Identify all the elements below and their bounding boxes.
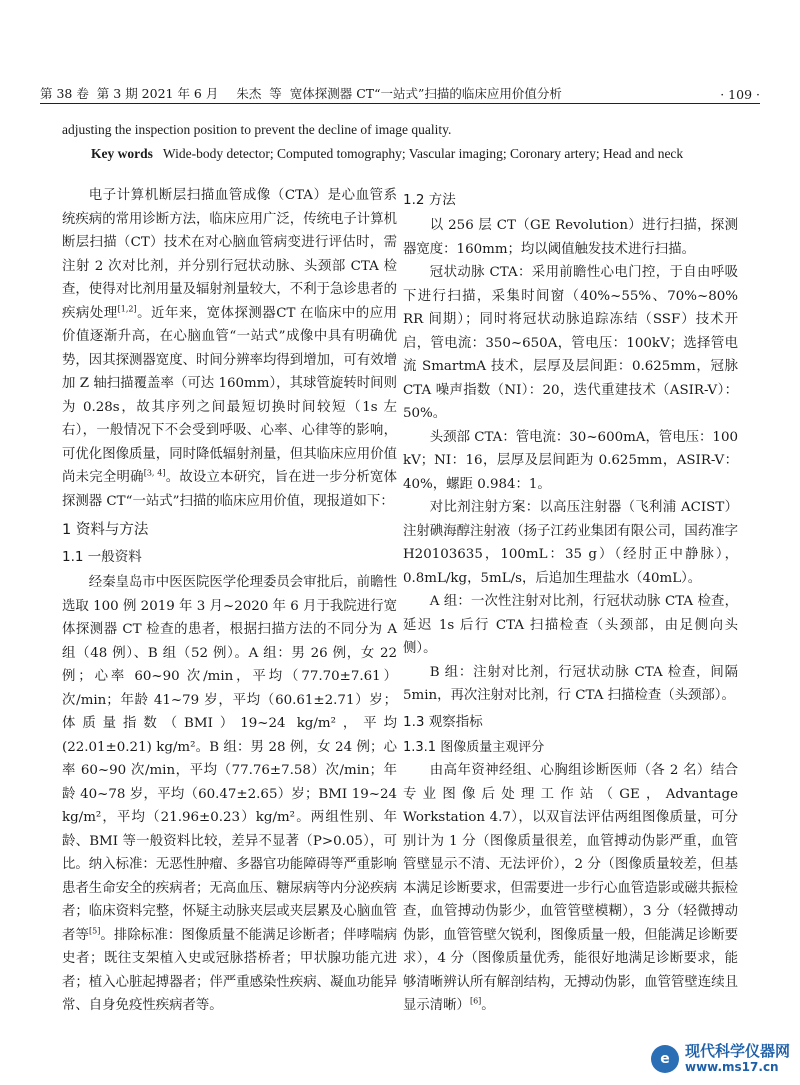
site-watermark [651, 1043, 790, 1075]
journal-issue: 第 38 卷 第 3 期 2021 年 6 月 [40, 86, 219, 101]
abstract-tail: adjusting the inspection position to prevent the decline of image quality. [62, 122, 452, 137]
keywords-text: Wide-body detector; Computed tomography; Vascular imaging; Coronary artery; Head and neck [162, 146, 684, 161]
subsection-heading: 1.1 一般资料 [62, 549, 142, 565]
watermark-logo-icon: e [651, 1045, 679, 1073]
keywords-label: Key words [91, 146, 153, 161]
watermark-name: 现代科学仪器网 [684, 1042, 790, 1060]
watermark-url: www.ms17.cn [684, 1060, 779, 1074]
subsubsection-heading: 1.3.1 图像质量主观评分 [403, 739, 545, 755]
coronary-paragraph: 冠状动脉 CTA：采用前瞻性心电门控，于自由呼吸下进行扫描，采集时间窗（40%~55%、70%~80% RR 间期）；同时将冠状动脉追踪冻结（SSF）技术开启，管电流：350~650A，管电压：100kV；选择管电流 SmartmA 技术，层厚及层间距：0.625mm，冠脉 CTA 噪声指数（NI）：20，迭代重建技术（ASIR-V）：50%。 [403, 265, 738, 421]
left-column [62, 184, 397, 1018]
running-header [40, 80, 760, 102]
page-number: · 109 · [720, 87, 760, 102]
section-heading: 1 资料与方法 [62, 522, 149, 538]
method-paragraph: 以 256 层 CT（GE Revolution）进行扫描，探测器宽度：160mm；均以阈值触发技术进行扫描。 [403, 218, 738, 257]
general-paragraph: 经秦皇岛市中医医院医学伦理委员会审批后，前瞻性选取 100 例 2019 年 3 月~2020 年 6 月于我院进行宽体探测器 CT 检查的患者，根据扫描方法的不同分为 A 组（48 例）、B 组（52 例）。A 组：男 26 例，女 22 例；心率 60~90 次/min，平均（77.70±7.61）次/min；年龄 41~79 岁，平均（60.61±2.71）岁；体质量指数（BMI）19~24 kg/m²，平均 (22.01±0.21) kg/m²。B 组：男 28 例，女 24 例；心率 60~90 次/min，平均（77.76±7.58）次/min；年龄 40~78 岁，平均（60.47±2.65）岁；BMI 19~24 kg/m²，平均（21.96±0.23）kg/m²。两组性别、年龄、BMI 等一般资料比较，差异不显著（P>0.05），可比。纳入标准：无恶性肿瘤、多器官功能障碍等严重影响患者生命安全的疾病者；无高血压、糖尿病等内分泌疾病者；临床资料完整，怀疑主动脉夹层或夹层累及心脑血管者等[5]。排除标准：图像质量不能满足诊断者；伴哮喘病史者；既往支架植入史或冠脉搭桥者；甲状腺功能亢进者；植入心脏起搏器者；伴严重感染性疾病、凝血功能异常、自身免疫性疾病者等。 [62, 575, 398, 1013]
subsection-heading: 1.2 方法 [403, 192, 456, 208]
running-title: 朱杰 等 宽体探测器 CT“一站式”扫描的临床应用价值分析 [236, 86, 562, 101]
group-b-paragraph: B 组：注射对比剂，行冠状动脉 CTA 检查，间隔 5min，再次注射对比剂，行 CTA 扫描检查（头颈部）。 [403, 664, 738, 703]
group-a-paragraph: A 组：一次性注射对比剂，行冠状动脉 CTA 检查，延迟 1s 后行 CTA 扫描检查（头颈部，由足侧向头侧）。 [403, 594, 738, 656]
intro-paragraph: 电子计算机断层扫描血管成像（CTA）是心血管系统疾病的常用诊断方法，临床应用广泛，传统电子计算机断层扫描（CT）技术在对心脑血管病变进行评估时，需注射 2 次对比剂，并分别行冠状动脉、头颈部 CTA 检查，使得对比剂用量及辐射剂量较大，不利于急诊患者的疾病处理[1,2]。近年来，宽体探测器CT 在临床中的应用价值逐渐升高，在心脑血管“一站式”成像中具有明确优势，因其探测器宽度、时间分辨率均得到增加，可有效增加 Z 轴扫描覆盖率（可达 160mm），其球管旋转时间则为 0.28s，故其序列之间最短切换时间较短（1s 左右），一般情况下不会受到呼吸、心率、心律等的影响，可优化图像质量，同时降低辐射剂量，但其临床应用价值尚未完全明确[3, 4]。故设立本研究，旨在进一步分析宽体探测器 CT“一站式”扫描的临床应用价值，现报道如下： [62, 188, 398, 509]
header-rule [40, 103, 760, 104]
subsection-heading: 1.3 观察指标 [403, 713, 483, 730]
headneck-paragraph: 头颈部 CTA：管电流：30~600mA，管电压：100 kV；NI：16，层厚及层间距为 0.625mm，ASIR-V：40%，螺距 0.984：1。 [403, 429, 738, 492]
right-column [403, 186, 738, 1018]
contrast-paragraph: 对比剂注射方案：以高压注射器（飞利浦 ACIST）注射碘海醇注射液（扬子江药业集团有限公司，国药准字 H20103635，100mL：35 g）（经肘正中静脉），0.8mL/kg，5mL/s，后追加生理盐水（40mL）。 [403, 500, 738, 586]
keywords [91, 146, 683, 162]
scoring-paragraph: 由高年资神经组、心胸组诊断医师（各 2 名）结合专业图像后处理工作站（GE，Advantage Workstation 4.7），以双盲法评估两组图像质量，可分别计为 1 分（图像质量很差，血管搏动伪影严重，血管管壁显示不清、无法评价），2 分（图像质量较差，但基本满足诊断要求，但需要进一步行心血管造影或磁共振检查，血管搏动伪影少，血管管壁模糊），3 分（轻微搏动伪影，血管管壁欠锐利，图像质量一般，但能满足诊断要求），4 分（图像质量优秀，能很好地满足诊断要求，能够清晰辨认所有解剖结构，无搏动伪影，血管管壁连续且显示清晰）[6]。 [403, 763, 738, 1013]
